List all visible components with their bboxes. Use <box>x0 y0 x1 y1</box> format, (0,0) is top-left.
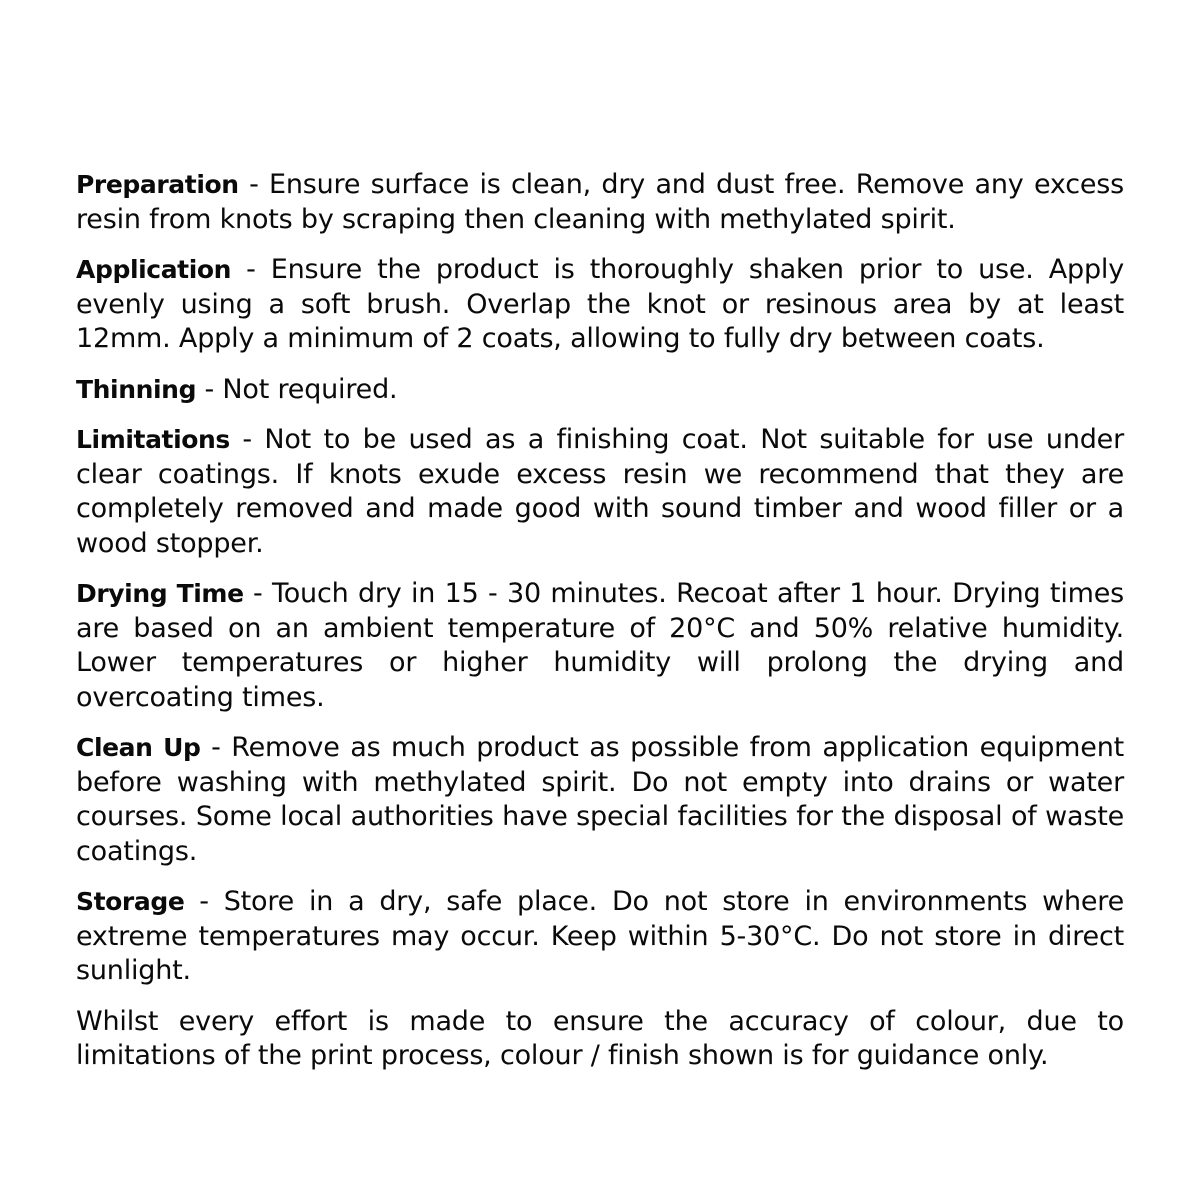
drying-time-heading: Drying Time <box>76 579 244 608</box>
thinning-section <box>76 373 1124 408</box>
limitations-section <box>76 423 1124 561</box>
preparation-body: - Ensure surface is clean, dry and dust free. Remove any excess resin from knots by scraping then cleaning with methylated spirit. <box>76 169 1124 235</box>
limitations-body: - Not to be used as a finishing coat. Not suitable for use under clear coatings. If knots exude excess resin we recommend that they are completely removed and made good with sound timber and wood filler or a wood stopper. <box>76 424 1124 559</box>
application-body: - Ensure the product is thoroughly shaken prior to use. Apply evenly using a soft brush. Overlap the knot or resinous area by at least 12mm. Apply a minimum of 2 coats, allowing to fully dry between coats. <box>76 254 1124 354</box>
drying-time-section <box>76 577 1124 715</box>
application-section <box>76 253 1124 357</box>
limitations-heading: Limitations <box>76 425 230 454</box>
clean-up-section <box>76 731 1124 869</box>
storage-section <box>76 885 1124 989</box>
storage-heading: Storage <box>76 887 185 916</box>
colour-disclaimer: Whilst every effort is made to ensure the accuracy of colour, due to limitations of the print process, colour / finish shown is for guidance only. <box>76 1005 1124 1071</box>
clean-up-body: - Remove as much product as possible from application equipment before washing with methylated spirit. Do not empty into drains or water courses. Some local authorities have special facilities for the disposal of waste coatings. <box>76 732 1124 867</box>
thinning-heading: Thinning <box>76 374 197 404</box>
product-label-text <box>76 168 1124 1090</box>
drying-time-body: - Touch dry in 15 - 30 minutes. Recoat after 1 hour. Drying times are based on an ambient temperature of 20°C and 50% relative humidity. Lower temperatures or higher humidity will prolong the drying and overcoating times. <box>76 578 1124 713</box>
clean-up-heading: Clean Up <box>76 733 201 762</box>
storage-body: - Store in a dry, safe place. Do not store in environments where extreme temperatures may occur. Keep within 5-30°C. Do not store in direct sunlight. <box>76 886 1124 986</box>
preparation-heading: Preparation <box>76 170 239 199</box>
preparation-section <box>76 168 1124 237</box>
thinning-body: - Not required. <box>196 373 398 405</box>
application-heading: Application <box>76 255 232 284</box>
